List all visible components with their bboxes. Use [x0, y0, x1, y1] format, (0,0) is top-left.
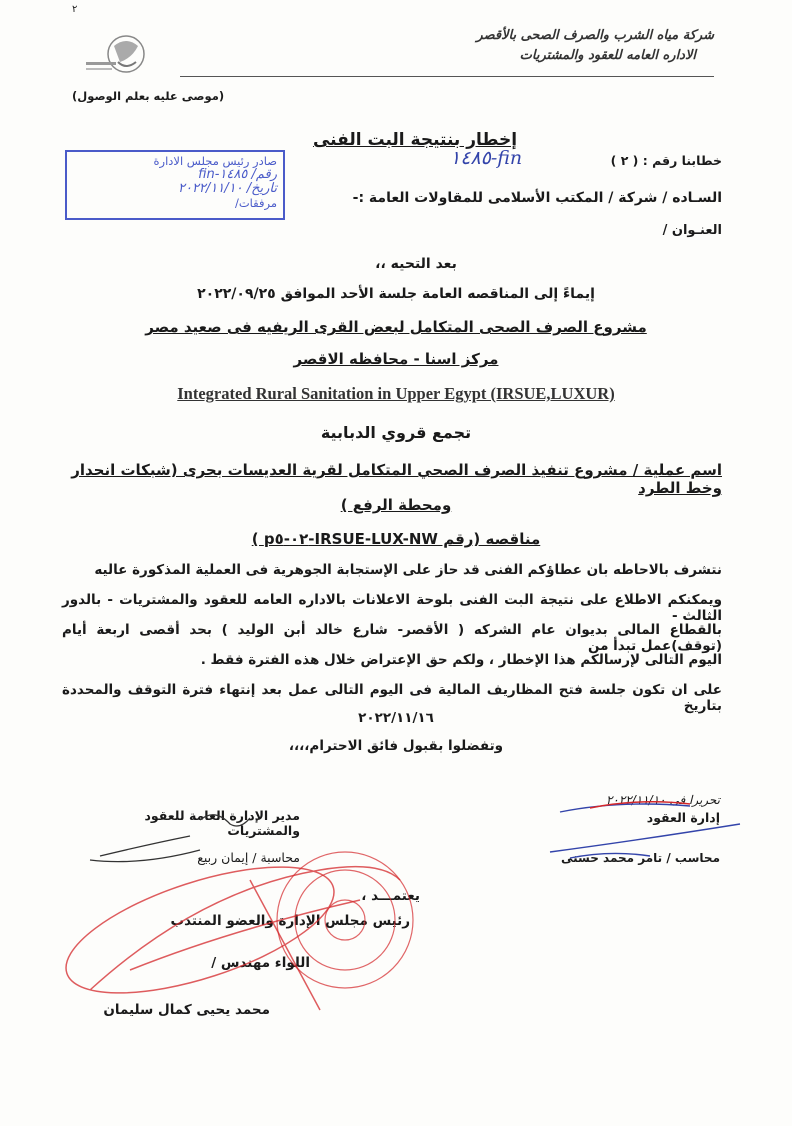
cluster-name: تجمع قروي الدبابية	[320, 423, 472, 442]
approval-signature-scribble	[52, 841, 400, 1019]
written-on-date: تحريرا فى ٢٠٢٢/١١/١٠	[605, 793, 720, 807]
delivery-note: (موصى عليه بعلم الوصول)	[72, 89, 225, 103]
left-signature-scribble	[90, 815, 250, 862]
left-signatory-title: مدير الإدارة العامة للعقود والمشتريات	[144, 808, 300, 838]
header-divider	[180, 76, 714, 77]
project-title-en: Integrated Rural Sanitation in Upper Egypt (IRSUE,LUXUR)	[177, 384, 615, 403]
approval-rank: اللواء مهندس /	[211, 955, 310, 971]
operation-name	[62, 461, 722, 497]
company-name: شركة مياه الشرب والصرف الصحى بالأقصر	[476, 28, 714, 43]
stamp-line-2: رقم/ ١٤٨٥-fin	[198, 167, 277, 182]
tender-reference: إيماءً إلى المناقصه العامة جلسة الأحد الموافق ٢٠٢٢/٠٩/٢٥	[197, 286, 595, 302]
project-title-ar: مشروع الصرف الصحى المتكامل لبعض القرى الريفيه فى صعيد مصر	[145, 318, 647, 336]
signatures-overlay	[0, 780, 792, 1080]
body-line-1: نتشرف بالاحاطه بان عطاؤكم الفنى قد حاز على الإستجابة الجوهرية فى العملية المذكورة عاليه	[94, 562, 722, 578]
tender-number: مناقصه (رقم IRSUE-LUX-NW-٠٢-p٥ )	[251, 530, 541, 548]
operation-line-2: ومحطة الرفع )	[340, 496, 452, 514]
body-line-2: ويمكنكم الاطلاع على نتيجة البت الفنى بلوحة الاعلانات بالاداره العامه للعقود والمشتريات - بالدور الثالث -	[62, 592, 722, 624]
addressee: السـاده / شركة / المكتب الأسلامى للمقاولات العامة :-	[352, 190, 722, 206]
logo-icon	[84, 32, 154, 76]
operation-line-1: اسم عملية / مشروع تنفيذ الصرف الصحي المتكامل لقرية العديسات بحرى (شبكات انحدار وخط الطرد	[71, 461, 722, 497]
greeting: بعد التحيه ،،	[375, 256, 457, 272]
company-logo	[84, 32, 154, 76]
right-signatory-title: إدارة العقود	[646, 810, 720, 825]
stamp-line-1: صادر رئيس مجلس الادارة	[153, 154, 277, 168]
left-signatory-name: محاسبة / إيمان ربيع	[197, 850, 300, 865]
body-line-4: اليوم التالى لإرسالكم هذا الإخطار ، ولكم حق الإعتراض خلال هذه الفترة فقط .	[200, 652, 722, 668]
session-date: ٢٠٢٢/١١/١٦	[358, 710, 434, 726]
right-signature-scribble	[550, 804, 740, 858]
approval-label: يعتمـــد ،	[361, 888, 420, 904]
project-location: مركز اسنا - محافظه الاقصر	[293, 350, 499, 368]
approval-title: رئيس مجلس الإدارة والعضو المنتدب	[170, 913, 410, 929]
department-name: الاداره العامه للعقود والمشتريات	[519, 48, 696, 63]
handwritten-letter-number: ١٤٨٥-fin	[450, 147, 523, 169]
letter-number: خطابنا رقم : ( ٢ )	[610, 153, 722, 168]
approval-name: محمد يحيى كمال سليمان	[103, 1002, 270, 1018]
body-line-3: بالقطاع المالى بديوان عام الشركه ( الأقصر- شارع خالد أبن الوليد ) بحد أقصى اربعة أيام (توقف)عمل تبدأ من	[62, 622, 722, 654]
closing-phrase: وتفضلوا بقبول فائق الاحترام،،،،	[288, 738, 504, 754]
right-signatory-name: محاسب / تامر محمد حسنى	[560, 851, 720, 865]
page-mark: ٢	[72, 4, 78, 15]
document-title: إخطار بنتيجة البت الفنى	[312, 130, 518, 150]
stamp-line-4: مرفقات/	[234, 196, 277, 210]
stamp-line-3: تاريخ/ ٢٠٢٢/١١/١٠	[177, 181, 277, 196]
session-line: على ان تكون جلسة فتح المظاريف المالية فى اليوم التالى عمل بعد إنتهاء فترة التوقف والمحددة بتاريخ	[62, 682, 722, 714]
address-label: العنـوان /	[662, 223, 722, 238]
outgoing-stamp	[65, 150, 285, 220]
